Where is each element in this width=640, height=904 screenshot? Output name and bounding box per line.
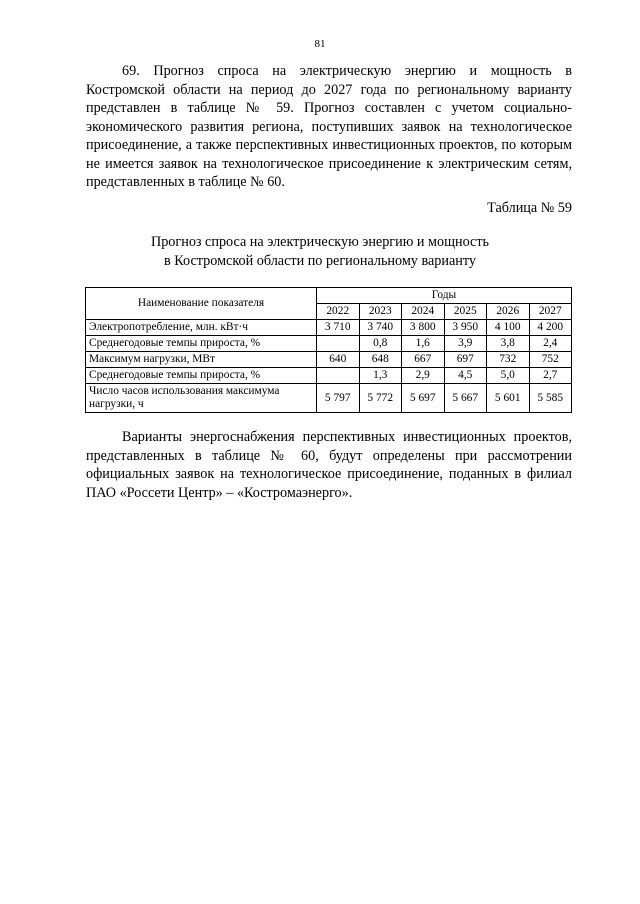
year-cell: 2023 <box>359 304 402 320</box>
value-cell: 4,5 <box>444 368 487 384</box>
value-cell: 3 800 <box>402 320 445 336</box>
year-cell: 2026 <box>487 304 530 320</box>
row-label: Максимум нагрузки, МВт <box>86 352 317 368</box>
table-row <box>86 352 572 368</box>
table-label: Таблица № 59 <box>487 200 572 216</box>
value-cell: 5 601 <box>487 384 530 413</box>
year-cell: 2025 <box>444 304 487 320</box>
value-cell: 5 585 <box>529 384 572 413</box>
years-header: Годы <box>317 288 572 304</box>
value-cell: 5,0 <box>487 368 530 384</box>
table-row <box>86 368 572 384</box>
value-cell: 2,9 <box>402 368 445 384</box>
forecast-table <box>85 287 572 413</box>
year-cell: 2022 <box>317 304 360 320</box>
table-header-row <box>86 288 572 304</box>
value-cell: 4 100 <box>487 320 530 336</box>
year-cell: 2024 <box>402 304 445 320</box>
value-cell: 648 <box>359 352 402 368</box>
name-column-header: Наименование показателя <box>86 288 317 320</box>
value-cell: 732 <box>487 352 530 368</box>
value-cell: 5 797 <box>317 384 360 413</box>
row-label: Среднегодовые темпы прироста, % <box>86 368 317 384</box>
table-caption <box>0 233 640 270</box>
value-cell: 2,7 <box>529 368 572 384</box>
value-cell: 640 <box>317 352 360 368</box>
value-cell: 1,3 <box>359 368 402 384</box>
table-row <box>86 336 572 352</box>
value-cell: 5 667 <box>444 384 487 413</box>
value-cell: 2,4 <box>529 336 572 352</box>
value-cell <box>317 336 360 352</box>
value-cell: 3 740 <box>359 320 402 336</box>
value-cell: 3,9 <box>444 336 487 352</box>
page-number: 81 <box>314 38 326 50</box>
value-cell: 3,8 <box>487 336 530 352</box>
row-label: Электропотребление, млн. кВт·ч <box>86 320 317 336</box>
row-label: Среднегодовые темпы прироста, % <box>86 336 317 352</box>
value-cell: 1,6 <box>402 336 445 352</box>
value-cell: 4 200 <box>529 320 572 336</box>
value-cell <box>317 368 360 384</box>
row-label: Число часов использования максимума нагрузки, ч <box>86 384 317 413</box>
table-caption-line-2: в Костромской области по региональному варианту <box>164 252 476 269</box>
value-cell: 5 772 <box>359 384 402 413</box>
value-cell: 3 950 <box>444 320 487 336</box>
year-cell: 2027 <box>529 304 572 320</box>
value-cell: 5 697 <box>402 384 445 413</box>
value-cell: 697 <box>444 352 487 368</box>
value-cell: 667 <box>402 352 445 368</box>
value-cell: 0,8 <box>359 336 402 352</box>
value-cell: 752 <box>529 352 572 368</box>
value-cell: 3 710 <box>317 320 360 336</box>
paragraph-variants: Варианты энергоснабжения перспективных инвестиционных проектов, представленных в таблице № 60, будут определены при рассмотрении официальных заявок на технологическое присоединение, поданных в филиал ПАО «Россети Центр» – «Костромаэнерго». <box>86 429 572 501</box>
table-row <box>86 384 572 413</box>
table-caption-line-1: Прогноз спроса на электрическую энергию и мощность <box>150 234 490 250</box>
table-row <box>86 320 572 336</box>
paragraph-69: 69. Прогноз спроса на электрическую энергию и мощность в Костромской области на период до 2027 года по региональному варианту представлен в таблице № 59. Прогноз составлен с учетом социально-экономического развития региона, поступивших заявок на технологическое присоединение, а также перспективных инвестиционных проектов, по которым не имеется заявок на технологическое присоединение к электрическим сетям, представленных в таблице № 60. <box>86 63 572 190</box>
